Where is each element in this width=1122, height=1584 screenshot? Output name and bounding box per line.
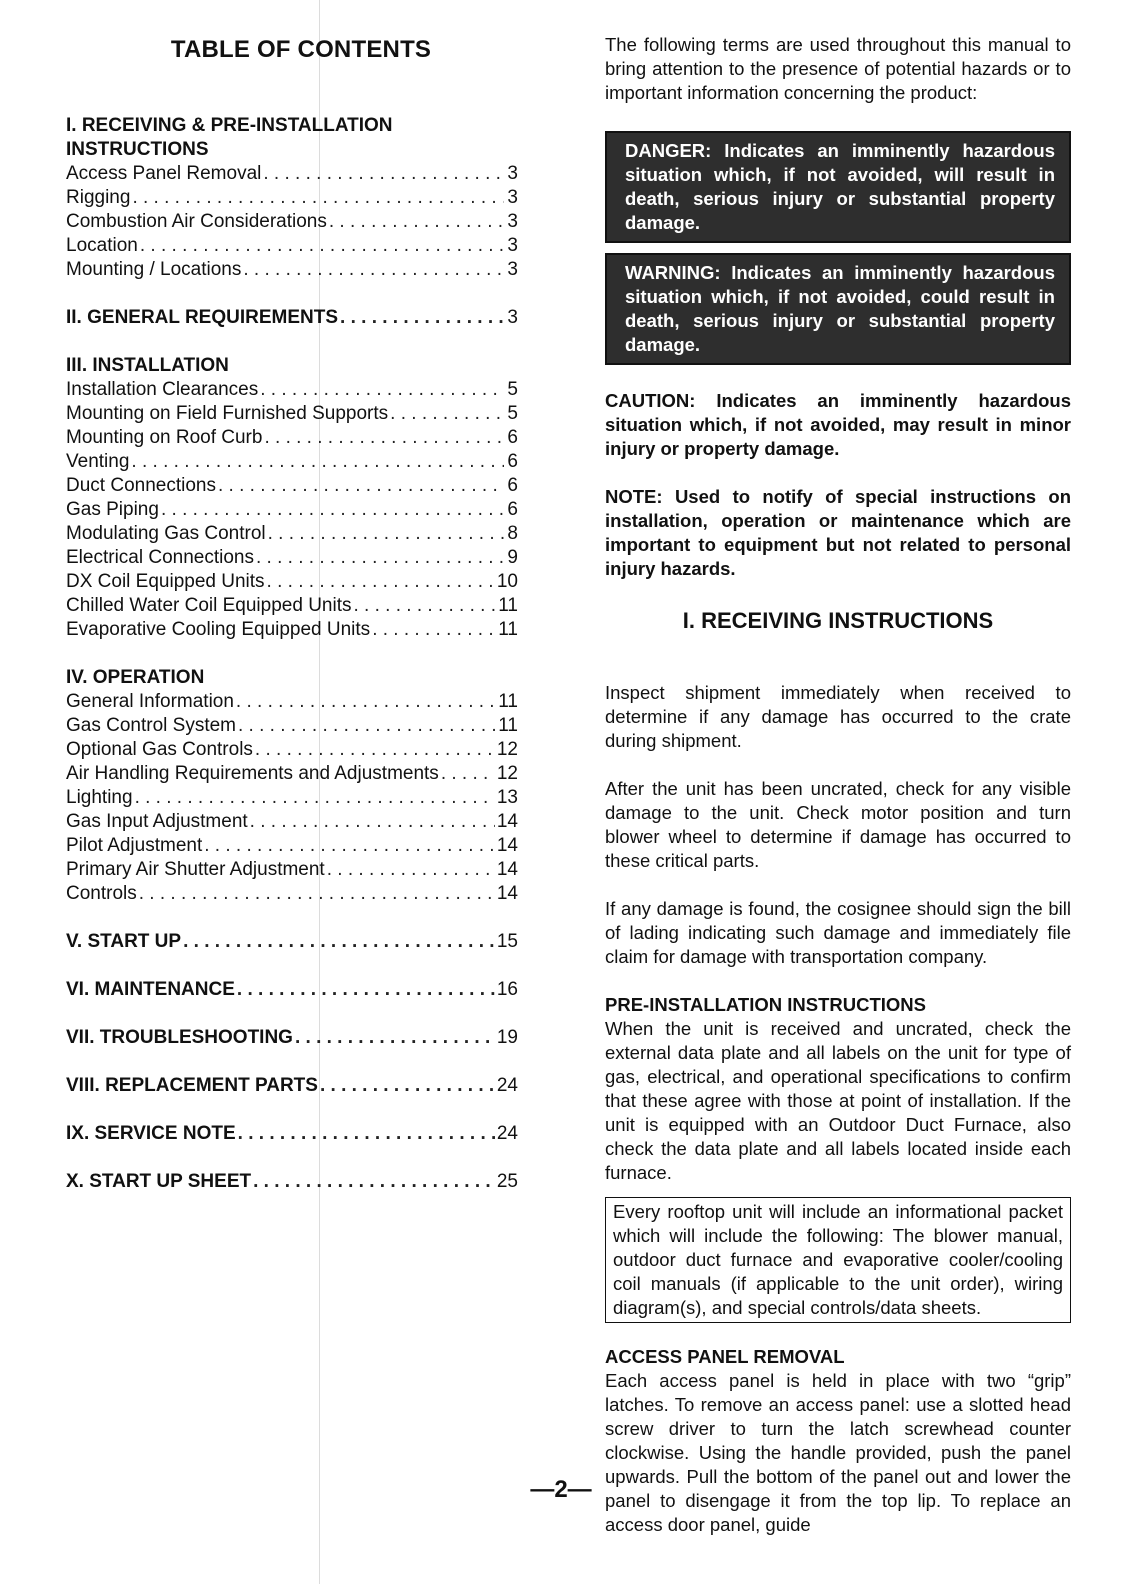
toc-entry-label: Controls <box>66 883 137 904</box>
toc-entry-page: 14 <box>496 859 518 880</box>
leader-dots <box>131 450 504 474</box>
toc-entry-page: 19 <box>496 1027 518 1048</box>
toc-entry-page: 3 <box>507 307 518 328</box>
toc-heading: I. RECEIVING & PRE-INSTALLATION <box>66 115 393 136</box>
toc-entry-label: Location <box>66 235 138 256</box>
toc-entry-label: Combustion Air Considerations <box>66 211 327 232</box>
toc-entry-label: Duct Connections <box>66 475 216 496</box>
toc-entry-page: 15 <box>496 931 518 952</box>
toc-entry[interactable] <box>66 858 518 882</box>
leader-dots <box>250 810 495 834</box>
leader-dots <box>295 1026 495 1050</box>
toc-section-startup <box>66 930 518 954</box>
toc-entry-label: V. START UP <box>66 931 182 952</box>
informational-packet-box: Every rooftop unit will include an informational packet which will include the following: The blower manual, outdoor duct furnace and evaporative cooler/cooling coil manuals (if applicable to the unit order), wiring diagram(s), and special controls/data sheets. <box>605 1197 1071 1323</box>
toc-entry-page: 3 <box>507 259 518 280</box>
toc-section-receiving <box>66 114 518 282</box>
leader-dots <box>140 234 504 258</box>
access-panel-paragraph: Each access panel is held in place with two “grip” latches. To remove an access panel: use a slotted head screw driver to turn the latch screwhead counter clockwise. Using the handle provided, push the panel upwards. Pull the bottom of the panel out and lower the panel to disengage it from the top lip. To replace an access door panel, guide <box>605 1370 1071 1535</box>
note-notice: NOTE: Used to notify of special instructions on installation, operation or maintenance which are important to equipment but not related to personal injury hazards. <box>605 486 1071 579</box>
toc-entry-page: 3 <box>507 211 518 232</box>
leader-dots <box>320 1074 495 1098</box>
toc-entry-page: 9 <box>507 547 518 568</box>
danger-notice: DANGER: Indicates an imminently hazardous situation which, if not avoided, will result in death, serious injury or substantial property damage. <box>605 131 1071 243</box>
leader-dots <box>237 978 495 1002</box>
toc-entry-label: Electrical Connections <box>66 547 254 568</box>
toc-entry-label: Modulating Gas Control <box>66 523 266 544</box>
toc-heading: IV. OPERATION <box>66 667 205 688</box>
toc-entry[interactable] <box>66 786 518 810</box>
toc-entry[interactable] <box>66 834 518 858</box>
leader-dots <box>329 210 504 234</box>
caution-notice: CAUTION: Indicates an imminently hazardous situation which, if not avoided, may result in minor injury or property damage. <box>605 390 1071 459</box>
toc-entry-label: Rigging <box>66 187 131 208</box>
toc-entry[interactable] <box>66 474 518 498</box>
toc-entry[interactable] <box>66 810 518 834</box>
toc-entry-label: Lighting <box>66 787 133 808</box>
toc-entry-page: 14 <box>496 811 518 832</box>
leader-dots <box>139 882 495 906</box>
toc-entry[interactable] <box>66 714 518 738</box>
toc-entry[interactable] <box>66 402 518 426</box>
toc-entry[interactable] <box>66 522 518 546</box>
toc-entry-label: Gas Input Adjustment <box>66 811 248 832</box>
toc-entry-page: 6 <box>507 427 518 448</box>
leader-dots <box>243 258 504 282</box>
intro-paragraph: The following terms are used throughout this manual to bring attention to the presence of potential hazards or to important information concerning the product: <box>605 34 1071 103</box>
toc-entry-page: 3 <box>507 187 518 208</box>
pre-installation-title: PRE-INSTALLATION INSTRUCTIONS <box>605 994 926 1015</box>
toc-title: TABLE OF CONTENTS <box>170 36 432 63</box>
toc-entry-major[interactable] <box>66 306 518 330</box>
toc-entry-label: II. GENERAL REQUIREMENTS <box>66 307 339 328</box>
leader-dots <box>256 546 504 570</box>
toc-heading: III. INSTALLATION <box>66 355 229 376</box>
toc-entry-page: 5 <box>507 379 518 400</box>
toc-section-startup-sheet <box>66 1170 518 1194</box>
pre-installation-paragraph: When the unit is received and uncrated, check the external data plate and all labels on the unit for type of gas, electrical, and operational specifications to confirm that these agree with those at point of installation. If the unit is equipped with an Outdoor Duct Furnace, also check the data plate and all labels located inside each furnace. <box>605 1018 1071 1183</box>
toc-entry-page: 3 <box>507 163 518 184</box>
toc-entry-major[interactable] <box>66 1122 518 1146</box>
leader-dots <box>353 594 496 618</box>
receiving-instructions-title: I. RECEIVING INSTRUCTIONS <box>682 608 994 633</box>
toc-entry[interactable] <box>66 426 518 450</box>
toc-entry-label: Air Handling Requirements and Adjustments <box>66 763 439 784</box>
toc-entry-label: General Information <box>66 691 234 712</box>
table-of-contents <box>66 36 518 1194</box>
toc-entry-page: 24 <box>496 1075 518 1096</box>
toc-entry-page: 11 <box>498 691 518 712</box>
toc-entry[interactable] <box>66 258 518 282</box>
toc-entry-page: 16 <box>496 979 518 1000</box>
toc-entry[interactable] <box>66 186 518 210</box>
toc-entry-label: VII. TROUBLESHOOTING <box>66 1027 293 1048</box>
toc-entry-page: 5 <box>507 403 518 424</box>
toc-entry-label: Mounting on Field Furnished Supports <box>66 403 389 424</box>
toc-entry[interactable] <box>66 498 518 522</box>
leader-dots <box>238 714 496 738</box>
toc-entry-page: 11 <box>498 715 518 736</box>
warning-notice: WARNING: Indicates an imminently hazardous situation which, if not avoided, could result in death, serious injury or substantial property damage. <box>605 253 1071 365</box>
toc-entry-page: 6 <box>507 499 518 520</box>
toc-section-service-note <box>66 1122 518 1146</box>
toc-entry-label: Evaporative Cooling Equipped Units <box>66 619 371 640</box>
toc-entry-page: 10 <box>496 571 518 592</box>
toc-entry-label: Gas Piping <box>66 499 159 520</box>
receiving-paragraph: Inspect shipment immediately when received to determine if any damage has occurred to the crate during shipment. <box>605 682 1071 751</box>
toc-entry-major[interactable] <box>66 978 518 1002</box>
toc-entry-label: Optional Gas Controls <box>66 739 253 760</box>
leader-dots <box>183 930 495 954</box>
leader-dots <box>441 762 495 786</box>
leader-dots <box>238 1122 495 1146</box>
toc-entry[interactable] <box>66 210 518 234</box>
toc-entry-major[interactable] <box>66 1170 518 1194</box>
toc-entry-page: 3 <box>507 235 518 256</box>
receiving-paragraph: If any damage is found, the cosignee should sign the bill of lading indicating such damage and immediately file claim for damage with transportation company. <box>605 898 1071 967</box>
toc-entry-label: X. START UP SHEET <box>66 1171 252 1192</box>
toc-entry[interactable] <box>66 162 518 186</box>
leader-dots <box>218 474 504 498</box>
leader-dots <box>263 162 504 186</box>
toc-entry-page: 6 <box>507 475 518 496</box>
toc-entry[interactable] <box>66 762 518 786</box>
toc-entry-label: Primary Air Shutter Adjustment <box>66 859 325 880</box>
leader-dots <box>340 306 504 330</box>
toc-entry[interactable] <box>66 738 518 762</box>
toc-entry-page: 14 <box>496 835 518 856</box>
leader-dots <box>255 738 495 762</box>
leader-dots <box>204 834 495 858</box>
toc-entry-page: 11 <box>498 595 518 616</box>
access-panel-title: ACCESS PANEL REMOVAL <box>605 1346 845 1367</box>
toc-section-installation <box>66 354 518 642</box>
toc-entry-label: Chilled Water Coil Equipped Units <box>66 595 352 616</box>
toc-section-troubleshooting <box>66 1026 518 1050</box>
toc-entry-label: Pilot Adjustment <box>66 835 203 856</box>
page-number: —2— <box>530 1476 592 1503</box>
toc-entry-label: Venting <box>66 451 130 472</box>
leader-dots <box>267 570 495 594</box>
toc-entry-page: 12 <box>496 763 518 784</box>
leader-dots <box>135 786 495 810</box>
toc-section-general <box>66 306 518 330</box>
toc-entry-label: VIII. REPLACEMENT PARTS <box>66 1075 318 1096</box>
toc-entry[interactable] <box>66 594 518 618</box>
leader-dots <box>260 378 504 402</box>
toc-entry-page: 12 <box>496 739 518 760</box>
toc-entry-page: 13 <box>496 787 518 808</box>
leader-dots <box>253 1170 495 1194</box>
leader-dots <box>372 618 496 642</box>
toc-heading-cont: INSTRUCTIONS <box>66 139 209 160</box>
right-column <box>605 33 1071 1537</box>
toc-entry-label: Access Panel Removal <box>66 163 262 184</box>
toc-entry[interactable] <box>66 450 518 474</box>
leader-dots <box>268 522 504 546</box>
receiving-paragraph: After the unit has been uncrated, check for any visible damage to the unit. Check motor position and turn blower wheel to determine if damage has occurred to these critical parts. <box>605 778 1071 871</box>
toc-entry[interactable] <box>66 546 518 570</box>
leader-dots <box>390 402 504 426</box>
toc-entry-major[interactable] <box>66 1074 518 1098</box>
leader-dots <box>327 858 495 882</box>
toc-entry-page: 24 <box>496 1123 518 1144</box>
toc-entry-page: 14 <box>496 883 518 904</box>
toc-entry-major[interactable] <box>66 1026 518 1050</box>
toc-entry-page: 6 <box>507 451 518 472</box>
toc-entry-label: VI. MAINTENANCE <box>66 979 235 1000</box>
toc-entry-label: Mounting / Locations <box>66 259 242 280</box>
toc-entry-label: Installation Clearances <box>66 379 259 400</box>
toc-entry[interactable] <box>66 378 518 402</box>
toc-entry[interactable] <box>66 570 518 594</box>
toc-entry[interactable] <box>66 234 518 258</box>
leader-dots <box>264 426 504 450</box>
toc-entry-label: Mounting on Roof Curb <box>66 427 263 448</box>
toc-section-maintenance <box>66 978 518 1002</box>
toc-entry-label: Gas Control System <box>66 715 236 736</box>
toc-entry[interactable] <box>66 618 518 642</box>
toc-section-operation <box>66 666 518 906</box>
toc-entry[interactable] <box>66 882 518 906</box>
leader-dots <box>161 498 504 522</box>
leader-dots <box>236 690 496 714</box>
leader-dots <box>132 186 504 210</box>
toc-entry-major[interactable] <box>66 930 518 954</box>
toc-entry-page: 11 <box>498 619 518 640</box>
toc-entry-label: IX. SERVICE NOTE <box>66 1123 236 1144</box>
toc-entry-label: DX Coil Equipped Units <box>66 571 265 592</box>
toc-entry[interactable] <box>66 690 518 714</box>
toc-entry-page: 8 <box>507 523 518 544</box>
toc-section-replacement-parts <box>66 1074 518 1098</box>
toc-entry-page: 25 <box>496 1171 518 1192</box>
